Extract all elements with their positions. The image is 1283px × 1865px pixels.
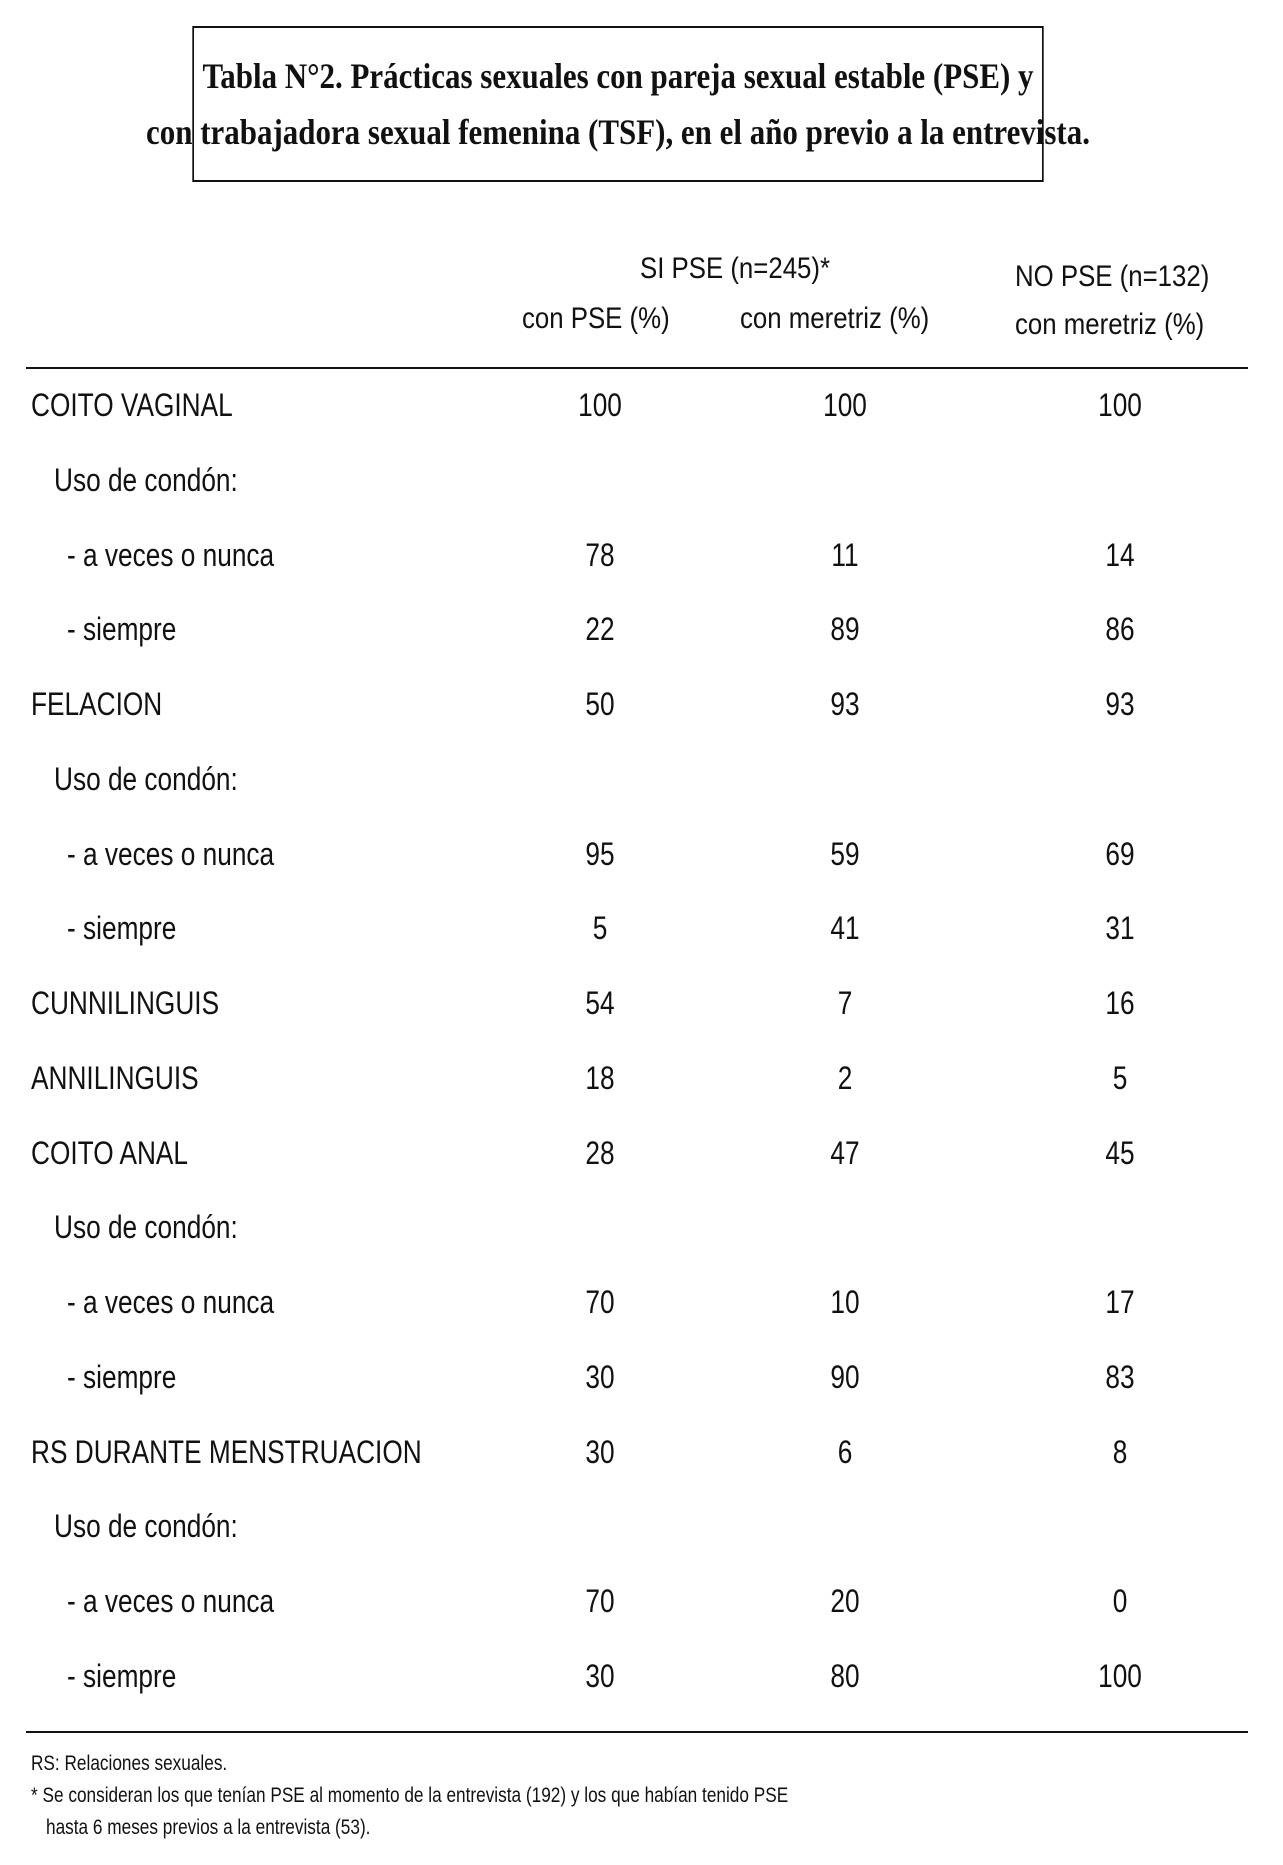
value-si-pse-con-pse: 28 [585, 1134, 615, 1171]
row-label: - a veces o nunca [67, 835, 275, 872]
value-si-pse-con-pse: 54 [585, 985, 615, 1021]
value-si-pse-con-meretriz: 11 [831, 536, 859, 573]
row-label: - siempre [67, 611, 177, 648]
row-label: Uso de condón: [54, 1209, 238, 1246]
value-si-pse-con-meretriz: 7 [837, 985, 853, 1021]
value-si-pse-con-meretriz: 93 [830, 686, 860, 722]
row-label: - siempre [67, 1657, 177, 1694]
row-label: - siempre [67, 1358, 177, 1395]
row-label: - a veces o nunca [67, 1583, 275, 1619]
value-no-pse-con-meretriz: 93 [1105, 686, 1135, 722]
value-si-pse-con-meretriz: 2 [837, 1059, 853, 1096]
table-row [0, 749, 1283, 809]
table-row [0, 1347, 1283, 1407]
value-si-pse-con-meretriz: 100 [823, 387, 867, 423]
value-no-pse-con-meretriz: 5 [1112, 1059, 1128, 1096]
header-si-pse-con-meretriz: con meretriz (%) [740, 302, 930, 335]
row-label: RS DURANTE MENSTRUACION [31, 1433, 422, 1470]
value-si-pse-con-meretriz: 41 [830, 910, 860, 947]
value-no-pse-con-meretriz: 100 [1098, 1657, 1142, 1694]
value-si-pse-con-pse: 100 [578, 387, 622, 423]
value-no-pse-con-meretriz: 100 [1098, 387, 1142, 423]
value-si-pse-con-pse: 78 [585, 536, 615, 573]
value-no-pse-con-meretriz: 16 [1105, 985, 1135, 1021]
value-si-pse-con-pse: 95 [585, 835, 615, 872]
row-label: Uso de condón: [54, 760, 238, 797]
value-no-pse-con-meretriz: 45 [1105, 1134, 1135, 1171]
row-label: ANNILINGUIS [31, 1059, 199, 1096]
row-label: - a veces o nunca [67, 536, 275, 573]
table-row [0, 375, 1283, 435]
table-row [0, 450, 1283, 510]
row-label: Uso de condón: [54, 461, 238, 498]
value-si-pse-con-pse: 30 [585, 1433, 615, 1470]
bottom-rule [26, 1731, 1248, 1733]
value-no-pse-con-meretriz: 69 [1105, 835, 1135, 872]
value-no-pse-con-meretriz: 17 [1105, 1284, 1135, 1320]
value-si-pse-con-pse: 18 [585, 1059, 615, 1096]
value-no-pse-con-meretriz: 31 [1105, 910, 1135, 947]
table-title-box [146, 26, 1090, 182]
value-si-pse-con-meretriz: 59 [830, 835, 860, 872]
value-si-pse-con-meretriz: 47 [830, 1134, 860, 1171]
value-si-pse-con-meretriz: 89 [830, 611, 860, 648]
row-label: - a veces o nunca [67, 1284, 275, 1320]
row-label: Uso de condón: [54, 1508, 238, 1545]
value-si-pse-con-pse: 50 [585, 686, 615, 722]
table-row [0, 1048, 1283, 1108]
table-row [0, 525, 1283, 585]
header-no-pse-con-meretriz: con meretriz (%) [1015, 308, 1205, 341]
table-row [0, 1272, 1283, 1332]
header-group-no-pse: NO PSE (n=132) [1015, 260, 1210, 293]
value-si-pse-con-pse: 30 [585, 1358, 615, 1395]
value-si-pse-con-pse: 70 [585, 1284, 615, 1320]
row-label: FELACION [31, 686, 163, 722]
value-si-pse-con-pse: 22 [585, 611, 615, 648]
footnote-star-line-2: hasta 6 meses previos a la entrevista (53). [46, 1816, 371, 1839]
value-no-pse-con-meretriz: 83 [1105, 1358, 1135, 1395]
value-no-pse-con-meretriz: 0 [1112, 1583, 1128, 1619]
row-label: - siempre [67, 910, 177, 947]
value-si-pse-con-pse: 30 [585, 1657, 615, 1694]
table-row [0, 898, 1283, 958]
table-title-line-1: Tabla N°2. Prácticas sexuales con pareja sexual estable (PSE) y [202, 56, 1034, 96]
value-no-pse-con-meretriz: 8 [1112, 1433, 1128, 1470]
footnote-star-line-1: * Se consideran los que tenían PSE al momento de la entrevista (192) y los que habían tenido PSE [31, 1784, 789, 1807]
header-si-pse-con-pse: con PSE (%) [522, 302, 670, 335]
table-row [0, 1496, 1283, 1556]
value-si-pse-con-pse: 70 [585, 1583, 615, 1619]
table-row [0, 1197, 1283, 1257]
row-label: COITO ANAL [31, 1134, 189, 1171]
table-row [0, 1422, 1283, 1482]
value-si-pse-con-meretriz: 80 [830, 1657, 860, 1694]
table-row [0, 973, 1283, 1033]
value-si-pse-con-meretriz: 90 [830, 1358, 860, 1395]
footnote-rs: RS: Relaciones sexuales. [31, 1752, 228, 1775]
value-si-pse-con-meretriz: 6 [837, 1433, 853, 1470]
header-rule [26, 367, 1248, 369]
value-no-pse-con-meretriz: 86 [1105, 611, 1135, 648]
table-row [0, 1571, 1283, 1631]
row-label: CUNNILINGUIS [31, 985, 220, 1021]
header-group-si-pse: SI PSE (n=245)* [640, 252, 831, 285]
table-row [0, 1646, 1283, 1706]
row-label: COITO VAGINAL [31, 387, 233, 423]
table-row [0, 599, 1283, 659]
table-row [0, 674, 1283, 734]
value-si-pse-con-pse: 5 [592, 910, 608, 947]
table-row [0, 1123, 1283, 1183]
value-si-pse-con-meretriz: 10 [830, 1284, 860, 1320]
value-si-pse-con-meretriz: 20 [830, 1583, 860, 1619]
table-title-line-2: con trabajadora sexual femenina (TSF), en el año previo a la entrevista. [146, 112, 1090, 152]
table-row [0, 824, 1283, 884]
value-no-pse-con-meretriz: 14 [1105, 536, 1135, 573]
